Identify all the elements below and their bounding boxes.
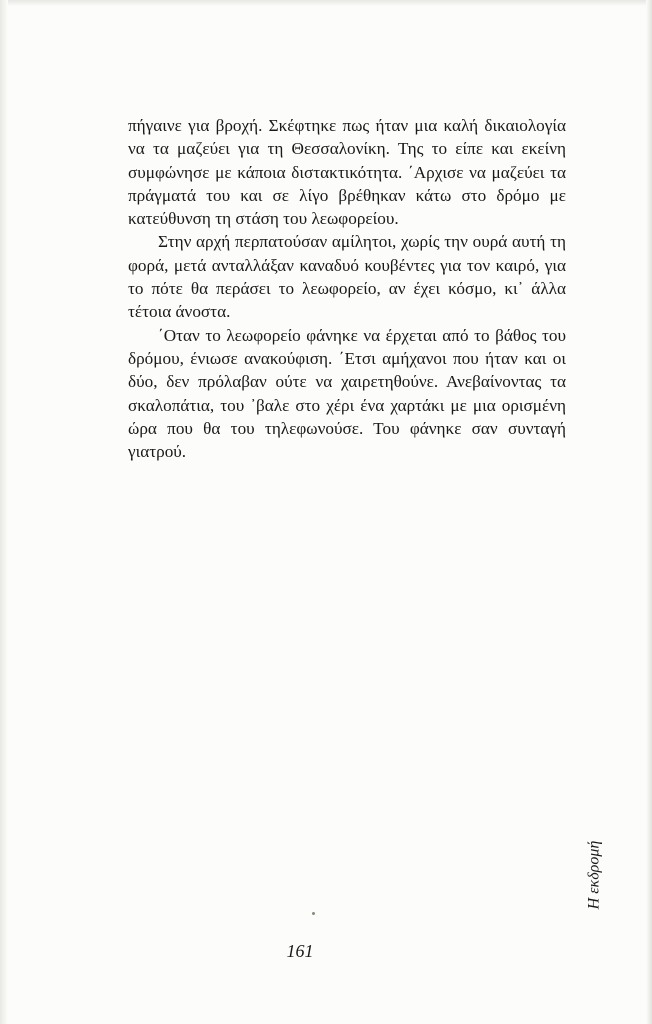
print-speck [312, 912, 315, 915]
paragraph-1: πήγαινε για βροχή. Σκέφτηκε πως ήταν μια καλή δικαιολογία να τα μαζεύει για τη Θεσσαλονίκη. Της το είπε και εκείνη συμφώνησε με κάποια διστακτικότητα. ΄Αρχισε να μαζεύει τα πράγματά του και σε λίγο βρέθηκαν κάτω στο δρόμο με κατεύθυνση τη στάση του λεωφορείου. [128, 116, 566, 229]
page-edge-shadow-top [0, 0, 652, 6]
page-edge-shadow-left [0, 0, 8, 1024]
page-number: 161 [286, 941, 314, 961]
body-text [128, 114, 566, 463]
page-edge-shadow-right [646, 0, 652, 1024]
paragraph-2: Στην αρχή περπατούσαν αμίλητοι, χωρίς την ουρά αυτή τη φορά, μετά ανταλλάξαν καναδυό κουβέντες για τον καιρό, για το πότε θα περάσει το λεωφορείο, αν έχει κόσμο, κι᾿ άλλα τέτοια άνοστα. [128, 232, 566, 322]
running-title-text: Η εκδρομή [585, 840, 602, 910]
running-title [574, 830, 614, 920]
paragraph-3: ΄Οταν το λεωφορείο φάνηκε να έρχεται από το βάθος του δρόμου, ένιωσε ανακούφιση. ΄Ετσι αμήχανοι που ήταν και οι δύο, δεν πρόλαβαν ούτε να χαιρετηθούνε. Ανεβαίνοντας τα σκαλοπάτια, του ᾿βαλε στο χέρι ένα χαρτάκι με μια ορισμένη ώρα που θα του τηλεφωνούσε. Του φάνηκε σαν συνταγή γιατρού. [128, 325, 566, 462]
